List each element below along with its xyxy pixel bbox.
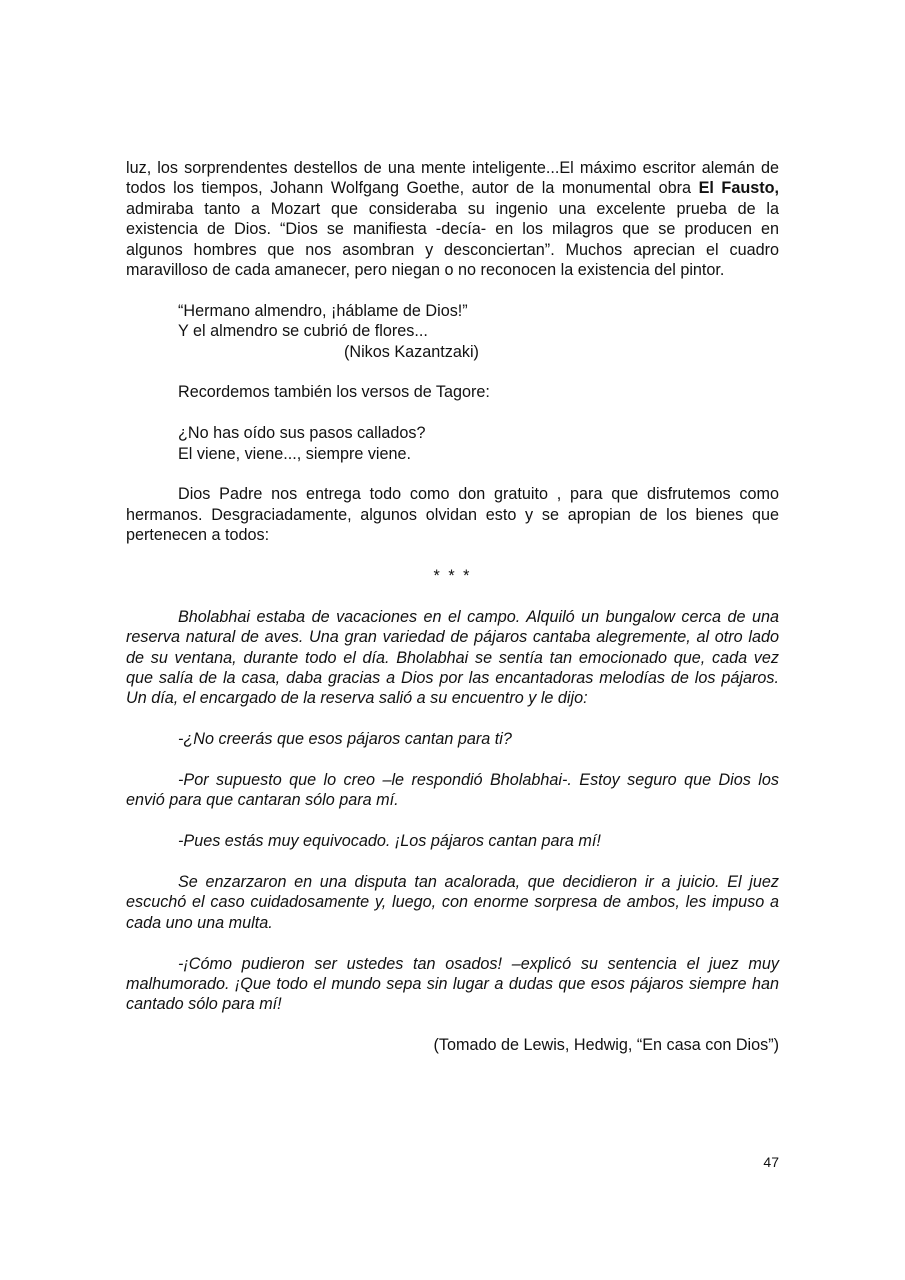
verse-line: El viene, viene..., siempre viene. [178, 444, 412, 463]
story-dialogue: -¿No creerás que esos pájaros cantan para ti? [178, 730, 512, 749]
page-number: 47 [763, 1154, 779, 1170]
verse-kazantzaki [178, 301, 779, 362]
source-citation: (Tomado de Lewis, Hedwig, “En casa con Dios”) [433, 1036, 779, 1055]
story-dialogue: -¡Cómo pudieron ser ustedes tan osados! –explicó su sentencia el juez muy malhumorado. ¡Que todo el mundo sepa sin lugar a dudas que esos pájaros siempre han cantado sólo para mí! [126, 954, 779, 1014]
tagore-intro: Recordemos también los versos de Tagore: [178, 383, 490, 402]
verse-line: Y el almendro se cubrió de flores... [178, 322, 428, 341]
section-separator: * * * [433, 567, 472, 586]
paragraph-text: luz, los sorprendentes destellos de una mente inteligente...El máximo escritor alemán de todos los tiempos, Johann Wolfgang Goethe, autor de la monumental obra [126, 159, 779, 198]
story-paragraph: Se enzarzaron en una disputa tan acalorada, que decidieron ir a juicio. El juez escuchó el caso cuidadosamente y, luego, con enorme sorpresa de ambos, les impuso a cada uno una multa. [126, 873, 779, 932]
book-title-bold: El Fausto, [698, 179, 779, 198]
story-dialogue: -Por supuesto que lo creo –le respondió Bholabhai-. Estoy seguro que Dios los envió para que cantaran sólo para mí. [126, 771, 779, 810]
verse-line: ¿No has oído sus pasos callados? [178, 424, 426, 443]
paragraph-text: admiraba tanto a Mozart que consideraba su ingenio una excelente prueba de la existencia de Dios. “Dios se manifiesta -decía- en los milagros que se producen en algunos hombres que nos asombran y desconciertan”. Muchos aprecian el cuadro maravilloso de cada amanecer, pero niegan o no reconocen la existencia del pintor. [126, 199, 779, 280]
document-page [126, 158, 779, 1056]
verse-line: “Hermano almendro, ¡háblame de Dios!” [178, 301, 468, 320]
verse-tagore [178, 423, 779, 464]
paragraph-goethe [126, 158, 779, 280]
verse-attribution: (Nikos Kazantzaki) [344, 342, 479, 361]
story-dialogue: -Pues estás muy equivocado. ¡Los pájaros cantan para mí! [178, 832, 601, 851]
story-paragraph: Bholabhai estaba de vacaciones en el campo. Alquiló un bungalow cerca de una reserva natural de aves. Una gran variedad de pájaros cantaba alegremente, al otro lado de su ventana, durante todo el día. Bholabhai se sentía tan emocionado que, cada vez que salía de la casa, daba gracias a Dios por las encantadoras melodías de los pájaros. Un día, el encargado de la reserva salió a su encuentro y le dijo: [126, 607, 779, 708]
paragraph-dios-padre: Dios Padre nos entrega todo como don gratuito , para que disfrutemos como hermanos. Desgraciadamente, algunos olvidan esto y se apropian de los bienes que pertenecen a todos: [126, 485, 779, 545]
